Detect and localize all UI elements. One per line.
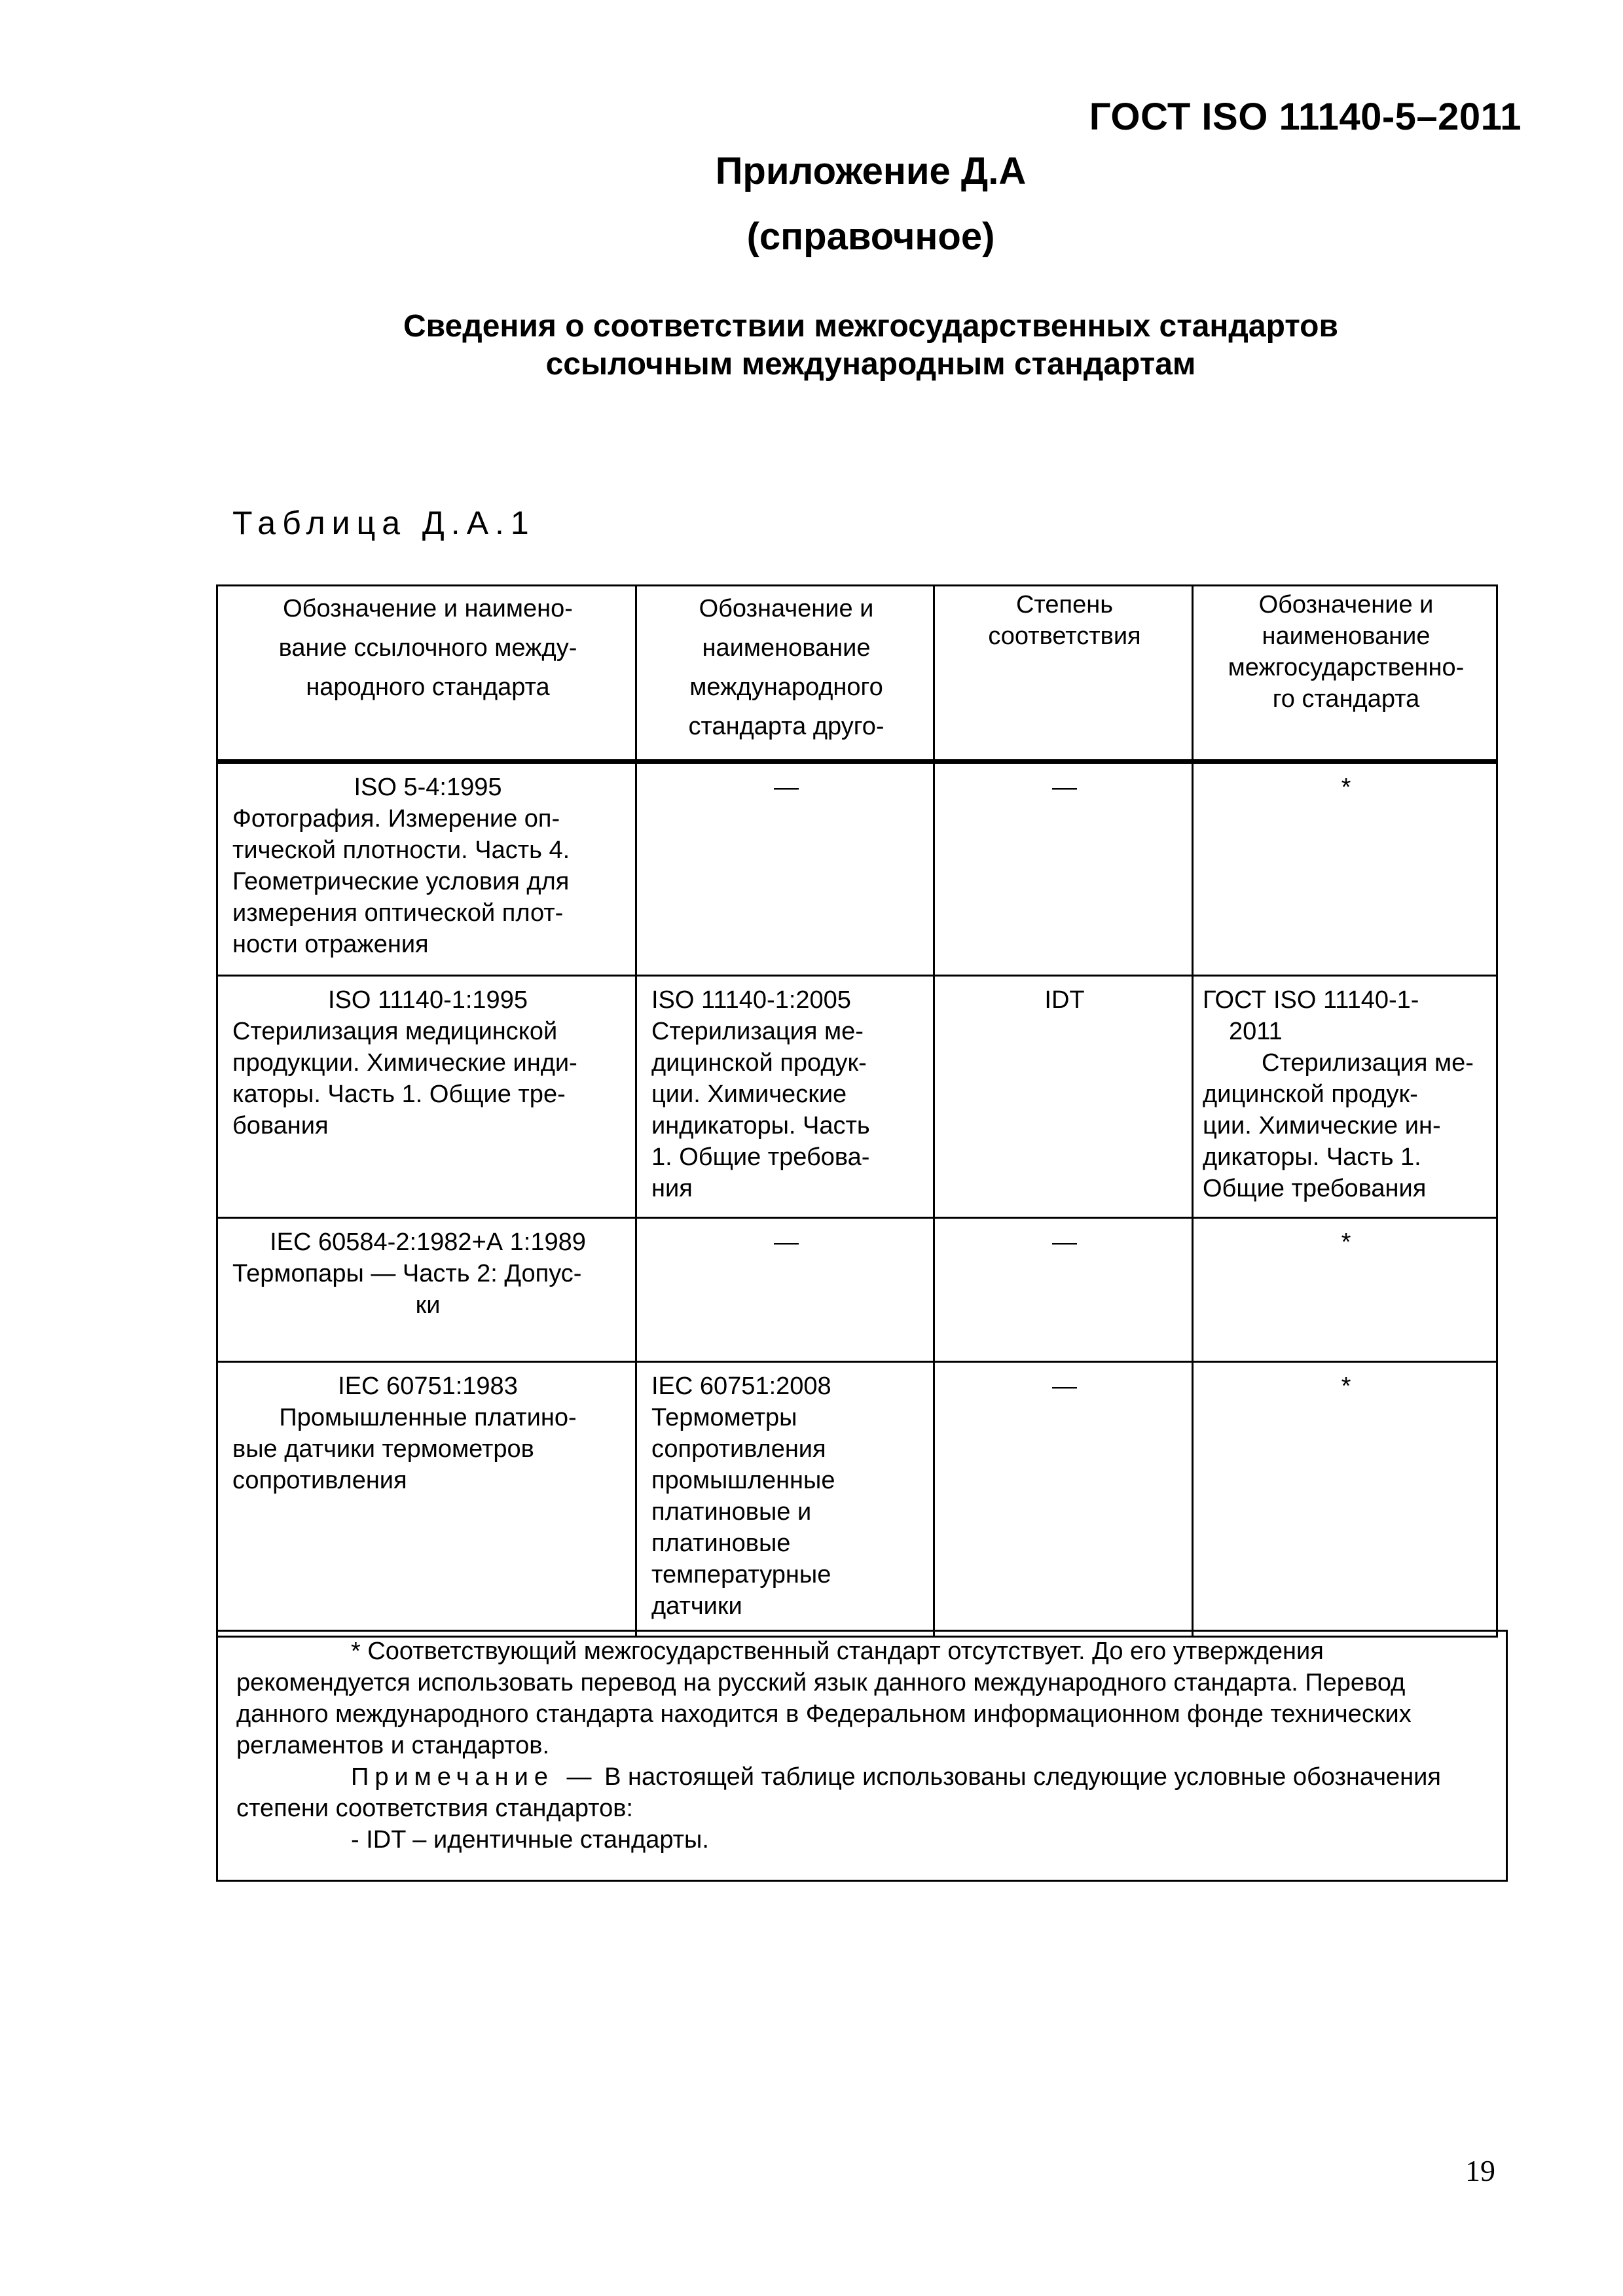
- header-line: Степень: [1015, 591, 1114, 619]
- cell-reference: [217, 976, 636, 1218]
- cell-reference: [217, 1362, 636, 1637]
- cell-line: *: [1341, 1229, 1351, 1256]
- cell-line: IEC 60584-2:1982+А 1:1989: [270, 1229, 586, 1256]
- remark-label: Примечание —: [351, 1763, 598, 1791]
- appendix-heading: [288, 308, 1453, 384]
- cell-line: Стерилизация медицинской: [232, 1018, 558, 1045]
- header-line: го стандарта: [1272, 685, 1420, 713]
- cell-line: 2011: [1229, 1018, 1283, 1045]
- table-row: [217, 1218, 1497, 1362]
- cell-line: ISO 11140-1:2005: [651, 986, 851, 1014]
- cell-gost: [1193, 1362, 1497, 1637]
- cell-line: IEC 60751:1983: [338, 1372, 518, 1400]
- footnote-text: * Соответствующий межгосударственный стандарт отсутствует. До его утверждения рекомендуется использовать перевод на русский язык данного международного стандарта. Перевод данного международного стандарта находится в Федеральном информационном фонде технических регламентов и стандартов.: [236, 1638, 1412, 1759]
- column-header-gost: [1193, 586, 1497, 762]
- cell-line: дицинской продук-: [651, 1049, 867, 1077]
- cell-line: тической плотности. Часть 4.: [232, 836, 570, 864]
- cell-degree: [934, 976, 1193, 1218]
- cell-line: —: [774, 1229, 799, 1256]
- cell-line: ISO 5-4:1995: [354, 774, 502, 801]
- header-line: межгосударственно-: [1228, 654, 1465, 681]
- header-line: Обозначение и наимено-: [283, 595, 573, 622]
- cell-line: IDT: [1044, 986, 1085, 1014]
- cell-reference: [217, 1218, 636, 1362]
- cell-degree: [934, 1218, 1193, 1362]
- cell-line: Фотография. Измерение оп-: [232, 805, 560, 833]
- cell-line: дикаторы. Часть 1.: [1203, 1143, 1421, 1171]
- header-line: наименование: [702, 634, 871, 662]
- cell-line: каторы. Часть 1. Общие тре-: [232, 1081, 566, 1108]
- cell-line: индикаторы. Часть: [651, 1112, 870, 1139]
- header-line: соответствия: [988, 622, 1141, 650]
- cell-gost: [1193, 1218, 1497, 1362]
- header-line: Обозначение и: [699, 595, 874, 622]
- header-line: Обозначение и: [1258, 591, 1434, 619]
- heading-line: ссылочным международным стандартам: [545, 347, 1196, 382]
- appendix-title: Приложение Д.А: [715, 150, 1027, 192]
- cell-international: [636, 976, 934, 1218]
- cell-line: Термометры: [651, 1404, 797, 1431]
- cell-line: ки: [415, 1291, 441, 1319]
- page-number: 19: [1465, 2154, 1495, 2187]
- cell-line: Геометрические условия для: [232, 868, 570, 895]
- header-line: народного стандарта: [306, 673, 550, 701]
- cell-line: —: [774, 774, 799, 801]
- cell-line: Промышленные платино-: [279, 1404, 577, 1431]
- cell-line: ISO 11140-1:1995: [328, 986, 528, 1014]
- table-label: Таблица Д.А.1: [232, 505, 536, 541]
- cell-line: 1. Общие требова-: [651, 1143, 870, 1171]
- cell-line: —: [1052, 774, 1077, 801]
- cell-line: IEC 60751:2008: [651, 1372, 831, 1400]
- cell-international: [636, 1362, 934, 1637]
- cell-line: Стерилизация ме-: [1262, 1049, 1474, 1077]
- cell-line: Общие требования: [1203, 1175, 1427, 1202]
- cell-line: дицинской продук-: [1203, 1081, 1418, 1108]
- cell-degree: [934, 762, 1193, 976]
- cell-line: ции. Химические: [651, 1081, 847, 1108]
- cell-line: платиновые: [651, 1530, 791, 1557]
- table-footnote-box: [216, 1630, 1508, 1882]
- cell-line: датчики: [651, 1592, 742, 1620]
- cell-reference: [217, 762, 636, 976]
- correspondence-table: [216, 584, 1498, 1638]
- table-row: [217, 762, 1497, 976]
- cell-line: ности отражения: [232, 931, 429, 958]
- column-header-degree: [934, 586, 1193, 762]
- table-row: [217, 976, 1497, 1218]
- table-header-row: [217, 586, 1497, 762]
- cell-gost: [1193, 976, 1497, 1218]
- cell-line: бования: [232, 1112, 329, 1139]
- header-line: наименование: [1262, 622, 1431, 650]
- cell-line: продукции. Химические инди-: [232, 1049, 577, 1077]
- cell-line: температурные: [651, 1561, 831, 1588]
- cell-international: [636, 762, 934, 976]
- remark-text: [236, 1761, 1491, 1824]
- cell-degree: [934, 1362, 1193, 1637]
- cell-line: *: [1341, 1372, 1351, 1400]
- table-row: [217, 1362, 1497, 1637]
- document-id: ГОСТ ISO 11140-5–2011: [1089, 96, 1522, 138]
- column-header-reference: [217, 586, 636, 762]
- cell-line: Стерилизация ме-: [651, 1018, 864, 1045]
- cell-line: вые датчики термометров: [232, 1435, 534, 1463]
- appendix-subtitle: (справочное): [746, 215, 995, 258]
- cell-line: платиновые и: [651, 1498, 812, 1526]
- cell-line: промышленные: [651, 1467, 835, 1494]
- cell-international: [636, 1218, 934, 1362]
- heading-line: Сведения о соответствии межгосударственных стандартов: [403, 309, 1338, 344]
- idt-definition: - IDT – идентичные стандарты.: [351, 1826, 709, 1854]
- cell-line: ния: [651, 1175, 693, 1202]
- cell-line: —: [1052, 1372, 1077, 1400]
- header-line: международного: [689, 673, 883, 701]
- cell-gost: [1193, 762, 1497, 976]
- cell-line: сопротивления: [232, 1467, 407, 1494]
- cell-line: ции. Химические ин-: [1203, 1112, 1441, 1139]
- cell-line: —: [1052, 1229, 1077, 1256]
- cell-line: *: [1341, 774, 1351, 801]
- cell-line: сопротивления: [651, 1435, 826, 1463]
- cell-line: Термопары — Часть 2: Допус-: [232, 1260, 582, 1287]
- column-header-international: [636, 586, 934, 762]
- header-line: вание ссылочного между-: [278, 634, 577, 662]
- cell-line: измерения оптической плот-: [232, 899, 564, 927]
- cell-line: ГОСТ ISO 11140-1-: [1203, 986, 1419, 1014]
- remark-body: В настоящей таблице использованы следующие условные обозначения степени соответствия стандартов:: [236, 1763, 1441, 1822]
- header-line: стандарта друго-: [688, 713, 884, 740]
